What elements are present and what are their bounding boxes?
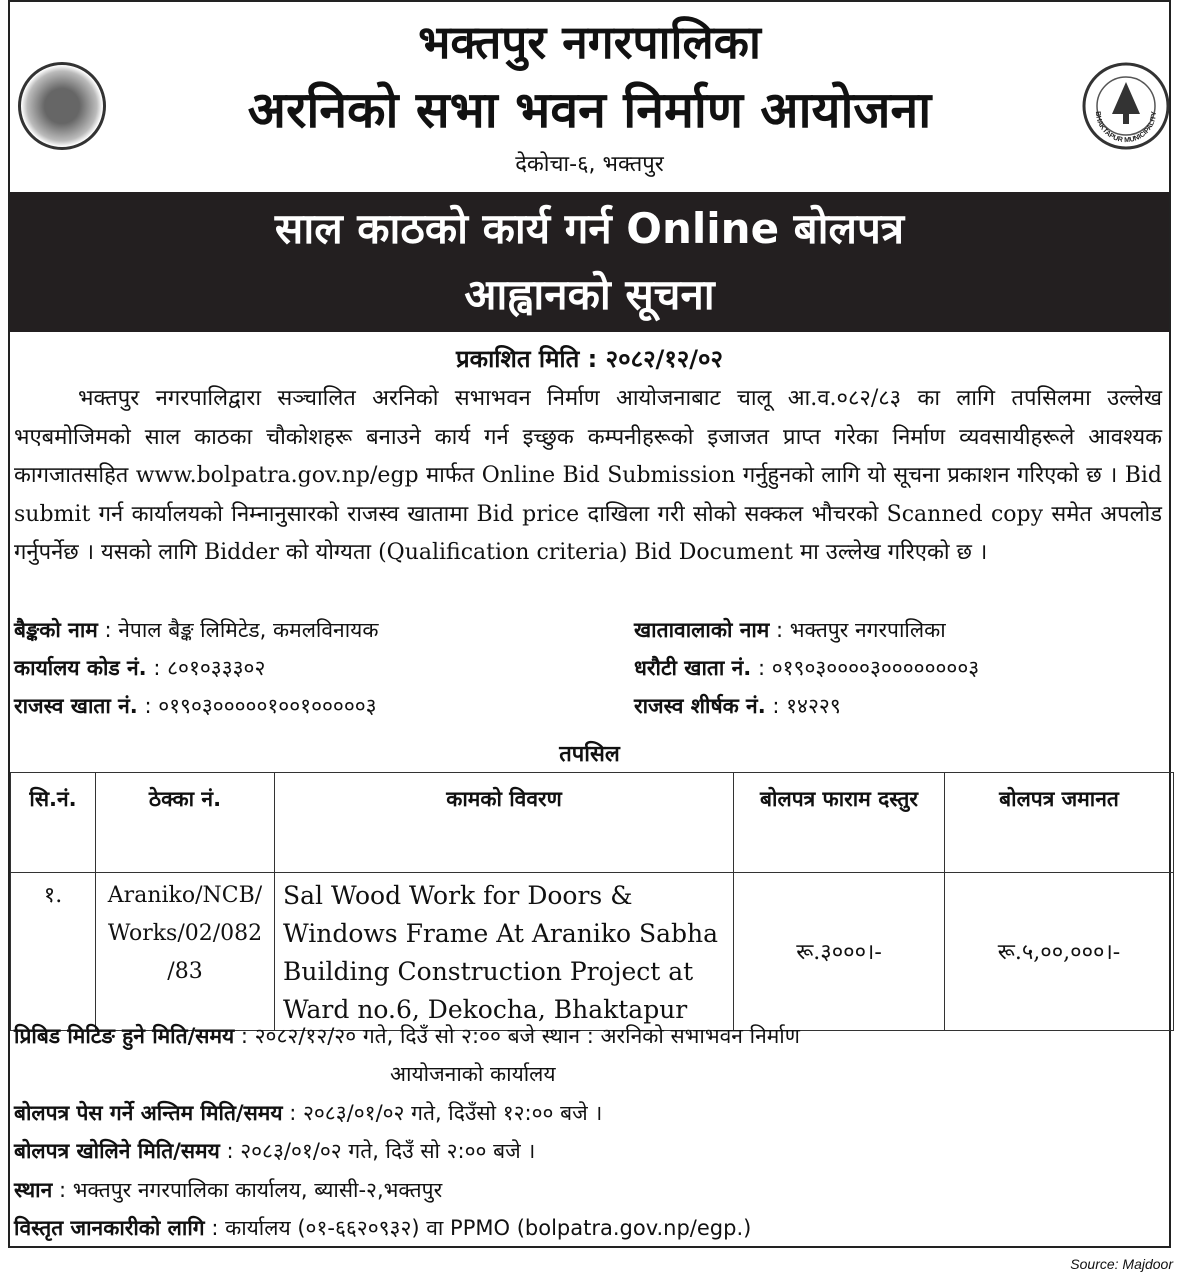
account-holder-label: खातावालाको नाम (634, 618, 770, 642)
opening-date-label: बोलपत्र खोलिने मिति/समय (14, 1139, 220, 1163)
title-line-1: साल काठको कार्य गर्न Online बोलपत्र (274, 204, 905, 253)
col-form-fee: बोलपत्र फाराम दस्तुर (734, 773, 945, 873)
table-row (11, 873, 1174, 1031)
table-title: तपसिल (559, 742, 620, 767)
cell-bid-security: रू.५,००,०००।- (945, 873, 1174, 1031)
bank-name-label: बैङ्कको नाम (14, 618, 98, 642)
deposit-account-label: धरौटी खाता नं. (634, 656, 752, 680)
submission-deadline-value: : २०८३/०१/०२ गते, दिउँसो १२:०० बजे । (289, 1101, 603, 1125)
account-holder-value: : भक्तपुर नगरपालिका (776, 618, 946, 642)
location-value: : भक्तपुर नगरपालिका कार्यालय, ब्यासी-२,भक्तपुर (58, 1178, 443, 1202)
opening-date-value: : २०८३/०१/०२ गते, दिउँ सो २:०० बजे । (226, 1139, 536, 1163)
office-code-value: : ८०१०३३३०२ (153, 656, 266, 680)
notice (8, 0, 1171, 1248)
deposit-account-value: : ०१९०३००००३००००००००३ (757, 656, 980, 680)
bank-name-value: : नेपाल बैङ्क लिमिटेड, कमलविनायक (104, 618, 379, 642)
opening-date (14, 1137, 535, 1165)
submission-deadline-label: बोलपत्र पेस गर्ने अन्तिम मिति/समय (14, 1101, 283, 1125)
revenue-account-value: : ०१९०३०००००१००१०००००३ (144, 694, 377, 718)
org-name: भक्तपुर नगरपालिका (418, 15, 761, 69)
col-bid-security: बोलपत्र जमानत (945, 773, 1174, 873)
table-header (11, 773, 1174, 873)
cell-description: Sal Wood Work for Doors & Windows Frame At Araniko Sabha Building Construction Project at Ward no.6, Dekocha, Bhaktapur (275, 873, 734, 1031)
col-sn: सि.नं. (11, 773, 96, 873)
location-label: स्थान (14, 1178, 53, 1202)
office-code-label: कार्यालय कोड नं. (14, 656, 147, 680)
office-code (14, 654, 265, 682)
title-line-2: आह्वानको सूचना (464, 270, 715, 319)
notice-body: भक्तपुर नगरपालिद्वारा सञ्चालित अरनिको सभाभवन निर्माण आयोजनाबाट चालू आ.व.०८२/८३ का लागि तपसिलमा उल्लेख भएबमोजिमको साल काठका चौकोशहरू बनाउने कार्य गर्न इच्छुक कम्पनीहरूको इजाजत प्राप्त गरेका निर्माण व्यवसायीहरूले आवश्यक कागजातसहित www.bolpatra.gov.np/egp मार्फत Online Bid Submission गर्नुहुनको लागि यो सूचना प्रकाशन गरिएको छ । Bid submit गर्न कार्यालयको निम्नानुसारको राजस्व खातामा Bid price दाखिला गरी सोको सक्कल भौचरको Scanned copy समेत अपलोड गर्नुपर्नेछ । यसको लागि Bidder को योग्यता (Qualification criteria) Bid Document मा उल्लेख गरिएको छ । (14, 386, 1162, 565)
prebid-meeting (14, 1022, 800, 1050)
revenue-head-label: राजस्व शीर्षक नं. (634, 694, 766, 718)
col-contract-no: ठेक्का नं. (96, 773, 275, 873)
submission-deadline (14, 1099, 602, 1127)
prebid-meeting-value: : २०८२/१२/२० गते, दिउँ सो २:०० बजे स्थान : अरनिको सभाभवन निर्माण (240, 1024, 800, 1048)
source-credit: Source: Majdoor (1070, 1256, 1173, 1272)
bank-name (14, 616, 378, 644)
contact-info-value: : कार्यालय (०१-६६२०९३२) वा PPMO (bolpatra.gov.np/egp.) (211, 1216, 752, 1240)
revenue-account (14, 692, 377, 720)
contact-info (14, 1214, 751, 1242)
prebid-meeting-cont: आयोजनाको कार्यालय (390, 1062, 556, 1086)
cell-form-fee: रू.३०००।- (734, 873, 945, 1031)
account-holder (634, 616, 946, 644)
deposit-account (634, 654, 979, 682)
bid-table (10, 772, 1174, 1031)
notice-title (10, 192, 1169, 332)
col-description: कामको विवरण (275, 773, 734, 873)
revenue-head-value: : १४२२९ (772, 694, 841, 718)
right-logo-text: BHAKTAPUR MUNICIPALITY (1093, 111, 1159, 145)
cell-sn: १. (11, 873, 96, 1031)
published-date: प्रकाशित मिति : २०८२/१२/०२ (455, 345, 724, 373)
address: देकोचा-६, भक्तपुर (515, 152, 664, 177)
prebid-meeting-label: प्रिबिड मिटिङ हुने मिति/समय (14, 1024, 235, 1048)
revenue-account-label: राजस्व खाता नं. (14, 694, 138, 718)
project-name: अरनिको सभा भवन निर्माण आयोजना (247, 81, 932, 139)
cell-contract-no: Araniko/NCB/ Works/02/082 /83 (96, 873, 275, 1031)
location (14, 1176, 442, 1204)
revenue-head (634, 692, 841, 720)
contact-info-label: विस्तृत जानकारीको लागि (14, 1216, 205, 1240)
header (10, 2, 1169, 192)
